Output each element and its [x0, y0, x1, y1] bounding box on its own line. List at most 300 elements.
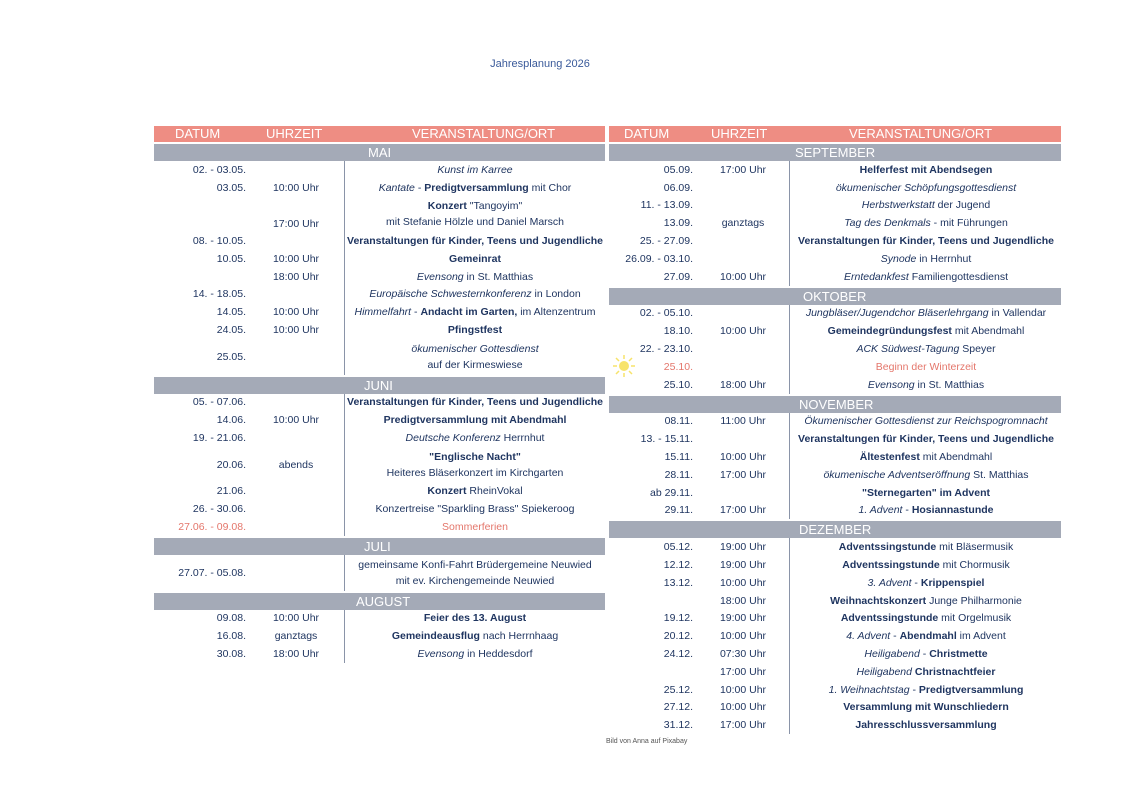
event-date: 18.10.	[663, 325, 693, 338]
event-text-part: Gemeindegründungsfest	[827, 325, 952, 338]
event-date: 25.10.	[663, 378, 693, 391]
month-label: JULI	[364, 538, 391, 554]
event-time	[246, 339, 346, 375]
event-description	[344, 429, 605, 447]
table-row	[609, 627, 1061, 645]
event-text-part: Kunst im Karree	[437, 163, 513, 176]
month-label: OKTOBER	[803, 288, 867, 304]
event-text-part: Jungbläser/Jugendchor Bläserlehrgang	[805, 307, 989, 320]
sun-icon	[613, 355, 635, 377]
event-text-part: mit Abendmahl	[919, 451, 993, 464]
table-row	[154, 429, 605, 447]
table-row	[609, 663, 1061, 681]
event-time: 19:00 Uhr	[719, 541, 767, 554]
event-line	[428, 198, 522, 214]
event-time: 18:00 Uhr	[272, 648, 320, 661]
event-description	[789, 484, 1062, 502]
event-line	[418, 646, 533, 662]
event-text-part: Veranstaltungen für Kinder, Teens und Jugendliche	[798, 235, 1054, 248]
event-description	[789, 681, 1062, 699]
table-row	[154, 627, 605, 645]
event-text-part: Evensong	[416, 270, 464, 283]
event-line	[411, 341, 538, 357]
event-date: 25.12.	[663, 683, 693, 696]
event-time: 10:00 Uhr	[719, 576, 767, 589]
event-description	[344, 286, 605, 304]
event-time: 10:00 Uhr	[272, 252, 320, 265]
event-date: 20.12.	[663, 630, 693, 643]
event-text-part: mit Abendmahl	[951, 325, 1025, 338]
event-time: 11:00 Uhr	[720, 415, 766, 428]
event-date: 13. - 15.11.	[640, 433, 693, 446]
month-header-mai	[154, 144, 605, 161]
event-date: 14.06.	[216, 414, 246, 427]
event-date: 08. - 10.05.	[192, 235, 246, 248]
event-text-part: -	[919, 648, 930, 661]
event-text-part: -	[890, 630, 900, 643]
event-time	[693, 484, 793, 502]
event-line	[442, 519, 508, 535]
event-text-part: mit Orgelmusik	[938, 612, 1012, 625]
image-credit: Bild von Anna auf Pixabay	[606, 738, 688, 745]
table-row	[154, 610, 605, 628]
month-header-dezember	[609, 521, 1061, 538]
event-text-part: in St. Matthias	[463, 270, 534, 283]
table-header	[609, 126, 1061, 142]
table-row	[609, 430, 1061, 448]
event-text-part: 3. Advent	[867, 576, 912, 589]
event-line	[862, 485, 990, 501]
month-header-oktober	[609, 288, 1061, 305]
event-description	[789, 430, 1062, 448]
header-uhrzeit: UHRZEIT	[266, 126, 323, 141]
table-row	[154, 161, 605, 179]
event-text-part: Adventssingstunde	[838, 541, 937, 554]
event-text-part: Herbstwerkstatt	[861, 199, 935, 212]
event-line	[846, 628, 1006, 644]
event-date: 14. - 18.05.	[192, 288, 246, 301]
month-header-august	[154, 593, 605, 610]
event-time	[246, 161, 346, 179]
event-date: 02. - 03.05.	[192, 163, 246, 176]
table-row	[609, 413, 1061, 431]
event-description	[789, 538, 1062, 556]
event-date: 29.11.	[664, 504, 693, 517]
event-time: 17:00 Uhr	[719, 468, 767, 481]
event-description	[789, 556, 1062, 574]
event-text-part: im Advent	[956, 630, 1006, 643]
event-description	[344, 250, 605, 268]
event-time	[693, 250, 793, 268]
event-line	[836, 180, 1016, 196]
month-label: DEZEMBER	[799, 522, 872, 538]
event-text-part: ACK Südwest-Tagung	[856, 343, 960, 356]
schedule-column-right	[609, 126, 1061, 734]
event-text-part: 4. Advent	[846, 630, 891, 643]
month-label: MAI	[368, 145, 392, 160]
event-date: 25.05.	[216, 350, 246, 363]
event-date: 24.12.	[663, 648, 693, 661]
event-time	[693, 430, 793, 448]
event-line	[864, 646, 987, 662]
event-line	[842, 557, 1009, 573]
header-veranstaltung: VERANSTALTUNG/ORT	[412, 126, 556, 141]
event-time	[246, 286, 346, 304]
header-datum: DATUM	[624, 126, 670, 141]
event-description	[344, 339, 605, 375]
event-text-part: in St. Matthias	[914, 378, 985, 391]
event-text-part: "Sternegarten" im Advent	[861, 486, 990, 499]
event-time: 17:00 Uhr	[272, 218, 320, 231]
event-text-part: nach Herrnhaag	[479, 630, 559, 643]
event-time: 18:00 Uhr	[719, 378, 767, 391]
event-description	[789, 305, 1062, 323]
event-description	[789, 610, 1062, 628]
event-time: 07:30 Uhr	[719, 648, 767, 661]
month-label: NOVEMBER	[799, 396, 874, 412]
event-text-part: in Vallendar	[988, 307, 1047, 320]
event-text-part: der Jugend	[934, 199, 991, 212]
event-text-part: Heiligabend	[856, 665, 912, 678]
event-line	[860, 449, 992, 465]
event-text-part: ökumenische Adventseröffnung	[823, 468, 971, 481]
event-date: 12.12.	[663, 559, 693, 572]
event-text-part: -	[411, 306, 421, 319]
event-date	[154, 197, 246, 233]
event-time: 17:00 Uhr	[719, 665, 767, 678]
event-date	[154, 268, 246, 286]
event-time	[246, 500, 346, 518]
event-line	[855, 717, 996, 733]
header-datum: DATUM	[175, 126, 221, 141]
event-description	[344, 483, 605, 501]
event-text-part: St. Matthias	[970, 468, 1029, 481]
table-row	[154, 339, 605, 375]
event-line	[829, 682, 1024, 698]
event-time: 10:00 Uhr	[719, 451, 767, 464]
event-date	[609, 592, 693, 610]
table-row	[609, 538, 1061, 556]
table-row	[609, 322, 1061, 340]
table-row	[609, 161, 1061, 179]
event-text-part: Junge Philharmonie	[926, 594, 1022, 607]
event-description	[789, 627, 1062, 645]
table-row	[609, 376, 1061, 394]
event-text-part: Konzert	[427, 485, 467, 498]
event-text-part: ökumenischer Schöpfungsgottesdienst	[835, 181, 1017, 194]
event-line	[392, 628, 558, 644]
event-line	[868, 575, 985, 591]
table-row	[154, 197, 605, 233]
header-uhrzeit: UHRZEIT	[711, 126, 768, 141]
event-line	[369, 286, 580, 302]
table-row	[154, 250, 605, 268]
event-time	[246, 555, 346, 591]
event-text-part: Konzertreise "Sparkling Brass" Spiekeroog	[375, 503, 575, 516]
event-description	[344, 394, 605, 412]
event-description	[789, 663, 1062, 681]
event-line	[417, 269, 533, 285]
event-line	[347, 233, 603, 249]
event-description	[344, 518, 605, 536]
table-row	[609, 484, 1061, 502]
event-text-part: 1. Advent	[858, 504, 903, 517]
event-time: 10:00 Uhr	[272, 612, 320, 625]
event-text-part: "Englische Nacht"	[429, 450, 521, 463]
event-line	[448, 322, 502, 338]
event-time: 18:00 Uhr	[719, 594, 767, 607]
table-row	[154, 518, 605, 536]
event-line	[844, 215, 1008, 231]
event-text-part: Versammlung mit Wunschliedern	[843, 701, 1009, 714]
event-text-part: Veranstaltungen für Kinder, Teens und Jugendliche	[798, 433, 1054, 446]
event-line	[355, 304, 596, 320]
event-date: 19.12.	[663, 612, 693, 625]
month-label: JUNI	[364, 377, 393, 393]
event-text-part: Veranstaltungen für Kinder, Teens und Jugendliche	[347, 396, 603, 409]
event-time: 19:00 Uhr	[719, 612, 767, 625]
event-text-part: Europäische Schwesternkonferenz	[369, 288, 532, 301]
event-description	[789, 466, 1062, 484]
table-row	[609, 305, 1061, 323]
table-row	[609, 268, 1061, 286]
month-header-september	[609, 144, 1061, 161]
table-row	[154, 232, 605, 250]
event-text-part: mit ev. Kirchengemeinde Neuwied	[395, 574, 555, 587]
event-line	[347, 394, 603, 410]
event-time	[246, 394, 346, 412]
event-line	[857, 664, 996, 680]
event-time: 19:00 Uhr	[719, 559, 767, 572]
event-text-part: mit Bläsermusik	[936, 541, 1014, 554]
event-line	[806, 305, 1046, 321]
event-description	[789, 413, 1062, 431]
event-text-part: Synode	[880, 252, 917, 265]
event-text-part: Jahresschlussversammlung	[855, 719, 997, 732]
table-row	[154, 394, 605, 412]
event-text-part: Sommerferien	[442, 521, 508, 534]
event-text-part: 1. Weihnachtstag	[828, 683, 910, 696]
event-date: 27.09.	[663, 270, 693, 283]
event-text-part: auf der Kirmeswiese	[427, 358, 523, 371]
event-text-part: Familiengottesdienst	[908, 270, 1008, 283]
event-line	[868, 377, 984, 393]
event-line	[384, 412, 567, 428]
event-description	[344, 555, 605, 591]
event-date: 03.05.	[216, 181, 246, 194]
event-date	[609, 663, 693, 681]
event-time: 10:00 Uhr	[719, 630, 767, 643]
event-text-part: mit Stefanie Hölzle und Daniel Marsch	[386, 216, 564, 229]
event-line	[823, 467, 1028, 483]
event-text-part: Erntedankfest	[843, 270, 909, 283]
event-date: 20.06.	[216, 458, 246, 471]
event-description	[789, 179, 1062, 197]
table-row	[154, 447, 605, 483]
event-text-part: -	[414, 181, 425, 194]
event-time: 10:00 Uhr	[272, 181, 320, 194]
event-text-part: Adventssingstunde	[840, 612, 939, 625]
table-row	[154, 286, 605, 304]
event-text-part: mit Chor	[528, 181, 572, 194]
event-time	[246, 429, 346, 447]
event-line	[862, 197, 990, 213]
month-header-november	[609, 396, 1061, 413]
event-text-part: ökumenischer Gottesdienst	[411, 342, 539, 355]
table-row	[154, 555, 605, 591]
event-date: 14.05.	[216, 306, 246, 319]
event-date: 19. - 21.06.	[192, 432, 246, 445]
event-description	[789, 268, 1062, 286]
event-date: 27.12.	[663, 701, 693, 714]
table-row	[154, 500, 605, 518]
event-line	[429, 449, 521, 465]
event-text-part: Feier des 13. August	[423, 612, 527, 625]
event-date: 25.10.	[663, 360, 693, 373]
table-row	[609, 179, 1061, 197]
event-description	[789, 645, 1062, 663]
event-text-part: Beginn der Winterzeit	[875, 360, 977, 373]
page-title: Jahresplanung 2026	[490, 58, 590, 70]
event-time	[693, 179, 793, 197]
table-row	[609, 699, 1061, 717]
event-date: 09.08.	[216, 612, 246, 625]
event-text-part: Predigtversammlung mit Abendmahl	[383, 414, 567, 427]
table-row	[609, 358, 1061, 376]
event-text-part: Adventssingstunde	[842, 559, 940, 572]
event-date: 22. - 23.10.	[639, 343, 693, 356]
event-description	[344, 268, 605, 286]
event-description	[344, 179, 605, 197]
table-row	[154, 303, 605, 321]
event-time	[246, 518, 346, 536]
event-line	[396, 573, 555, 589]
event-date: 26. - 30.06.	[192, 503, 246, 516]
event-text-part: mit Chormusik	[939, 559, 1010, 572]
event-date: 27.06. - 09.08.	[178, 521, 246, 534]
event-date: 02. - 05.10.	[639, 307, 693, 320]
event-date: 11. - 13.09.	[640, 199, 693, 212]
event-date: 26.09. - 03.10.	[625, 252, 693, 265]
event-description	[789, 322, 1062, 340]
event-date: 30.08.	[216, 648, 246, 661]
event-description	[789, 502, 1062, 520]
event-text-part: Pfingstfest	[447, 324, 503, 337]
event-text-part: Predigtversammlung	[424, 181, 529, 194]
event-line	[798, 233, 1054, 249]
event-time	[246, 483, 346, 501]
event-text-part: Veranstaltungen für Kinder, Teens und Jugendliche	[347, 235, 603, 248]
event-text-part: in Herrnhut	[916, 252, 972, 265]
event-date: 16.08.	[216, 630, 246, 643]
event-date: ab 29.11.	[649, 486, 693, 499]
event-text-part: Tag des Denkmals	[844, 217, 931, 230]
event-description	[344, 303, 605, 321]
event-text-part: "Tangoyim"	[466, 200, 523, 213]
event-text-part: Krippenspiel	[920, 576, 985, 589]
event-description	[789, 197, 1062, 215]
schedule-body-right	[609, 144, 1061, 734]
table-row	[154, 645, 605, 663]
event-text-part: -	[911, 576, 921, 589]
event-text-part: in London	[531, 288, 581, 301]
event-line	[841, 610, 1011, 626]
event-text-part: Heiteres Bläserkonzert im Kirchgarten	[386, 466, 564, 479]
month-header-juli	[154, 538, 605, 555]
event-description	[344, 500, 605, 518]
event-description	[789, 340, 1062, 358]
event-line	[876, 359, 976, 375]
event-line	[406, 430, 545, 446]
event-description	[789, 358, 1062, 376]
event-text-part: Evensong	[417, 648, 465, 661]
month-header-juni	[154, 377, 605, 394]
event-text-part: Christmette	[929, 648, 988, 661]
event-date: 25. - 27.09.	[639, 235, 693, 248]
event-description	[344, 197, 605, 233]
event-time: 17:00 Uhr	[719, 163, 767, 176]
event-line	[881, 251, 971, 267]
event-time: ganztags	[274, 630, 318, 643]
event-text-part: Gemeinrat	[449, 252, 501, 265]
event-description	[344, 627, 605, 645]
event-time	[246, 232, 346, 250]
event-text-part: Abendmahl	[899, 630, 957, 643]
event-date: 15.11.	[664, 451, 693, 464]
event-description	[789, 214, 1062, 232]
event-text-part: Ökumenischer Gottesdienst zur Reichspogromnacht	[804, 415, 1048, 428]
event-text-part: Weihnachtskonzert	[830, 594, 927, 607]
header-veranstaltung: VERANSTALTUNG/ORT	[849, 126, 993, 141]
event-text-part: Andacht im Garten,	[420, 306, 518, 319]
event-line	[828, 323, 1025, 339]
event-line	[858, 502, 993, 518]
event-line	[860, 162, 993, 178]
event-date: 05. - 07.06.	[192, 396, 246, 409]
table-row	[609, 340, 1061, 358]
table-row	[609, 448, 1061, 466]
event-text-part: in Heddesdorf	[464, 648, 533, 661]
table-header	[154, 126, 605, 142]
event-date: 05.12.	[663, 541, 693, 554]
event-description	[789, 376, 1062, 394]
table-row	[154, 268, 605, 286]
event-date: 13.12.	[663, 576, 693, 589]
event-text-part: Christnachtfeier	[914, 665, 996, 678]
event-text-part: -	[902, 504, 912, 517]
event-description	[344, 645, 605, 663]
event-description	[344, 232, 605, 250]
event-date: 24.05.	[216, 324, 246, 337]
event-date: 10.05.	[216, 252, 246, 265]
event-line	[804, 413, 1047, 429]
table-row	[609, 592, 1061, 610]
event-text-part: Herrnhut	[500, 432, 545, 445]
event-time	[693, 358, 793, 376]
event-line	[427, 357, 522, 373]
event-text-part: Helferfest mit Abendsegen	[859, 163, 993, 176]
event-line	[379, 180, 572, 196]
event-description	[344, 610, 605, 628]
event-time: 10:00 Uhr	[272, 414, 320, 427]
event-time: abends	[278, 458, 314, 471]
event-description	[789, 448, 1062, 466]
event-description	[344, 321, 605, 339]
event-date: 08.11.	[664, 415, 693, 428]
event-line	[387, 465, 564, 481]
table-row	[154, 321, 605, 339]
table-row	[609, 610, 1061, 628]
